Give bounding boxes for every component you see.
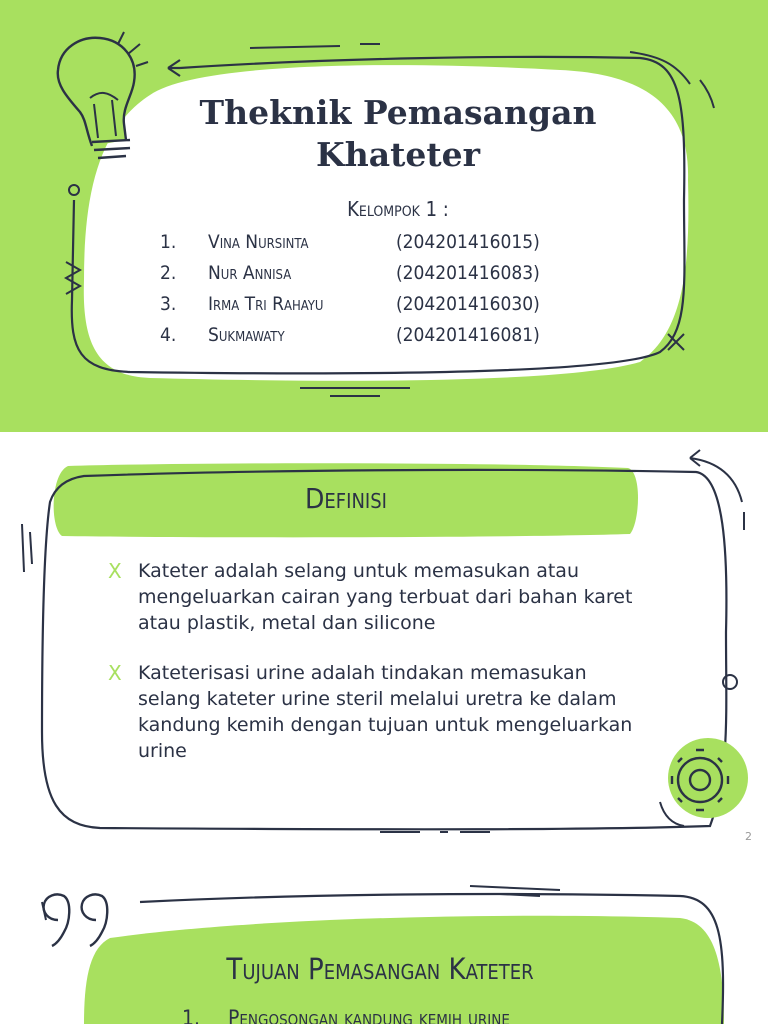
member-name: Vina Nursinta [208, 230, 309, 253]
goal-number: 1. [182, 1006, 201, 1024]
definition-text: Kateterisasi urine adalah tindakan memasukan selang kateter urine steril melalui uretra ke dalam kandung kemih dengan tujuan untuk mengeluarkan urine [138, 662, 633, 762]
member-list [160, 226, 560, 350]
member-row [160, 226, 560, 257]
slide-3-goals [0, 858, 768, 1024]
definition-list [108, 558, 648, 788]
list-item [108, 660, 648, 764]
slide-2-definition [0, 432, 768, 858]
lightbulb-icon [0, 0, 150, 170]
section-title: Definisi [305, 482, 387, 515]
group-label: Kelompok 1 : [347, 197, 449, 221]
x-bullet-icon: X [108, 559, 122, 583]
member-number: 3. [160, 292, 177, 315]
presentation-title: Theknik Pemasangan Khateter [199, 93, 597, 174]
member-number: 1. [160, 230, 177, 253]
member-name: Sukmawaty [208, 323, 285, 346]
member-id: (204201416083) [396, 261, 540, 284]
member-row [160, 319, 560, 350]
goal-text: Pengosongan kandung kemih urine [228, 1006, 510, 1024]
member-row [160, 257, 560, 288]
member-id: (204201416015) [396, 230, 540, 253]
list-item [182, 1006, 510, 1024]
slide-1-title [0, 0, 768, 432]
list-item [108, 558, 648, 636]
section-title: Tujuan Pemasangan Kateter [226, 952, 534, 986]
member-id: (204201416081) [396, 323, 540, 346]
member-name: Nur Annisa [208, 261, 292, 284]
member-name: Irma Tri Rahayu [208, 292, 324, 315]
member-number: 2. [160, 261, 177, 284]
page-number: 2 [745, 830, 752, 843]
x-bullet-icon: X [108, 661, 122, 685]
member-id: (204201416030) [396, 292, 540, 315]
member-number: 4. [160, 323, 177, 346]
member-row [160, 288, 560, 319]
definition-text: Kateter adalah selang untuk memasukan atau mengeluarkan cairan yang terbuat dari bahan karet atau plastik, metal dan silicone [138, 560, 633, 634]
